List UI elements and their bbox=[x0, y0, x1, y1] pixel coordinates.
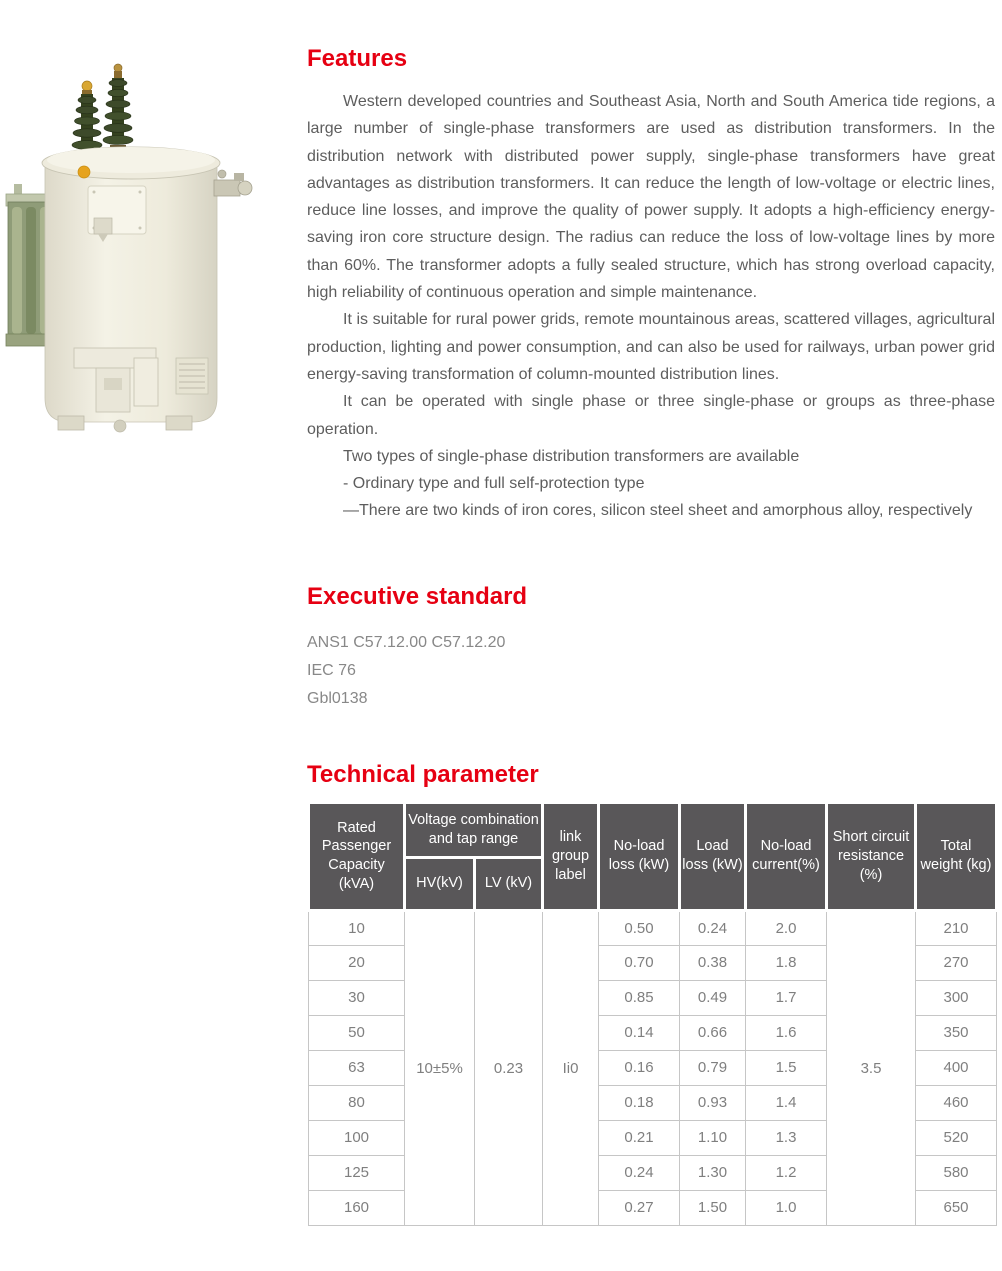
features-text bbox=[307, 88, 995, 525]
cell-weight: 650 bbox=[916, 1190, 997, 1225]
cell-no-load-loss: 0.16 bbox=[599, 1050, 680, 1085]
cell-weight: 300 bbox=[916, 980, 997, 1015]
cell-weight: 350 bbox=[916, 1015, 997, 1050]
cell-no-load-loss: 0.21 bbox=[599, 1120, 680, 1155]
executive-standard-list bbox=[307, 629, 995, 713]
features-paragraph: It can be operated with single phase or three single-phase or groups as three-phase operation. bbox=[307, 393, 995, 438]
cell-no-load-current: 1.5 bbox=[746, 1050, 827, 1085]
cell-load-loss: 0.66 bbox=[680, 1015, 746, 1050]
features-paragraph: —There are two kinds of iron cores, silicon steel sheet and amorphous alloy, respectively bbox=[343, 502, 973, 520]
cell-weight: 270 bbox=[916, 945, 997, 980]
features-paragraph: Two types of single-phase distribution transformers are available bbox=[343, 447, 800, 465]
cell-no-load-current: 1.2 bbox=[746, 1155, 827, 1190]
col-header-voltage-group: Voltage combination and tap range bbox=[405, 802, 543, 857]
col-header-load-loss: Load loss (kW) bbox=[680, 802, 746, 910]
col-header-rated-capacity: Rated Passenger Capacity (kVA) bbox=[309, 802, 405, 910]
cell-no-load-current: 1.4 bbox=[746, 1085, 827, 1120]
col-header-no-load-loss: No-load loss (kW) bbox=[599, 802, 680, 910]
main-content bbox=[307, 0, 995, 1226]
executive-standard-title: Executive standard bbox=[307, 582, 528, 610]
cell-kva: 80 bbox=[309, 1085, 405, 1120]
cell-load-loss: 0.93 bbox=[680, 1085, 746, 1120]
cell-load-loss: 1.10 bbox=[680, 1120, 746, 1155]
technical-parameter-title: Technical parameter bbox=[307, 760, 539, 788]
cell-no-load-loss: 0.50 bbox=[599, 910, 680, 945]
cell-no-load-current: 1.7 bbox=[746, 980, 827, 1015]
cell-kva: 125 bbox=[309, 1155, 405, 1190]
cell-load-loss: 0.38 bbox=[680, 945, 746, 980]
table-row bbox=[309, 910, 997, 945]
cell-link-group-merged: Ii0 bbox=[543, 910, 599, 1225]
transformer-illustration bbox=[0, 60, 290, 440]
cell-weight: 580 bbox=[916, 1155, 997, 1190]
features-paragraph: It is suitable for rural power grids, remote mountainous areas, scattered villages, agricultural production, lighting and power consumption, and can also be used for railways, urban power grid energy-saving transformation of column-mounted distribution lines. bbox=[307, 311, 995, 383]
cell-kva: 160 bbox=[309, 1190, 405, 1225]
standard-item: Gbl0138 bbox=[307, 689, 368, 707]
cell-no-load-current: 1.6 bbox=[746, 1015, 827, 1050]
bushing-left bbox=[72, 81, 102, 157]
cell-no-load-loss: 0.24 bbox=[599, 1155, 680, 1190]
features-paragraph: Western developed countries and Southeast Asia, North and South America tide regions, a large number of single-phase transformers are used as distribution transformers. In the distribution network with distributed power supply, single-phase transformers have great advantages as distribution transformers. It can reduce the length of low-voltage or electric lines, reduce line losses, and improve the quality of power supply. It adopts a high-efficiency energy-saving iron core structure design. The radius can reduce the loss of low-voltage lines by more than 60%. The transformer adopts a fully sealed structure, which has strong overload capacity, high reliability of continuous operation and simple maintenance. bbox=[307, 93, 995, 302]
cell-weight: 460 bbox=[916, 1085, 997, 1120]
col-header-no-load-current: No-load current(%) bbox=[746, 802, 827, 910]
cell-weight: 210 bbox=[916, 910, 997, 945]
cell-no-load-current: 1.3 bbox=[746, 1120, 827, 1155]
col-header-lv: LV (kV) bbox=[475, 857, 543, 910]
cell-no-load-loss: 0.27 bbox=[599, 1190, 680, 1225]
cell-load-loss: 1.50 bbox=[680, 1190, 746, 1225]
cell-kva: 63 bbox=[309, 1050, 405, 1085]
product-photo bbox=[0, 60, 290, 440]
cell-no-load-current: 1.0 bbox=[746, 1190, 827, 1225]
cell-load-loss: 0.79 bbox=[680, 1050, 746, 1085]
col-header-link-group: link group label bbox=[543, 802, 599, 910]
col-header-total-weight: Total weight (kg) bbox=[916, 802, 997, 910]
lid bbox=[42, 147, 220, 179]
cell-hv-merged: 10±5% bbox=[405, 910, 475, 1225]
cell-weight: 520 bbox=[916, 1120, 997, 1155]
cell-no-load-current: 2.0 bbox=[746, 910, 827, 945]
cell-kva: 30 bbox=[309, 980, 405, 1015]
cell-no-load-loss: 0.14 bbox=[599, 1015, 680, 1050]
col-header-short-circuit: Short circuit resistance (%) bbox=[827, 802, 916, 910]
cell-short-circuit-merged: 3.5 bbox=[827, 910, 916, 1225]
cell-lv-merged: 0.23 bbox=[475, 910, 543, 1225]
cell-weight: 400 bbox=[916, 1050, 997, 1085]
standard-item: IEC 76 bbox=[307, 661, 356, 679]
cell-no-load-current: 1.8 bbox=[746, 945, 827, 980]
features-paragraph: - Ordinary type and full self-protection type bbox=[343, 475, 645, 493]
cell-kva: 10 bbox=[309, 910, 405, 945]
cell-no-load-loss: 0.18 bbox=[599, 1085, 680, 1120]
features-title: Features bbox=[307, 45, 408, 72]
side-terminal bbox=[214, 170, 252, 196]
cell-no-load-loss: 0.85 bbox=[599, 980, 680, 1015]
cell-load-loss: 0.24 bbox=[680, 910, 746, 945]
col-header-hv: HV(kV) bbox=[405, 857, 475, 910]
cell-load-loss: 0.49 bbox=[680, 980, 746, 1015]
standard-item: ANS1 C57.12.00 C57.12.20 bbox=[307, 633, 506, 651]
technical-parameter-table bbox=[307, 801, 998, 1226]
cell-kva: 100 bbox=[309, 1120, 405, 1155]
cell-kva: 50 bbox=[309, 1015, 405, 1050]
cell-load-loss: 1.30 bbox=[680, 1155, 746, 1190]
cell-no-load-loss: 0.70 bbox=[599, 945, 680, 980]
cell-kva: 20 bbox=[309, 945, 405, 980]
